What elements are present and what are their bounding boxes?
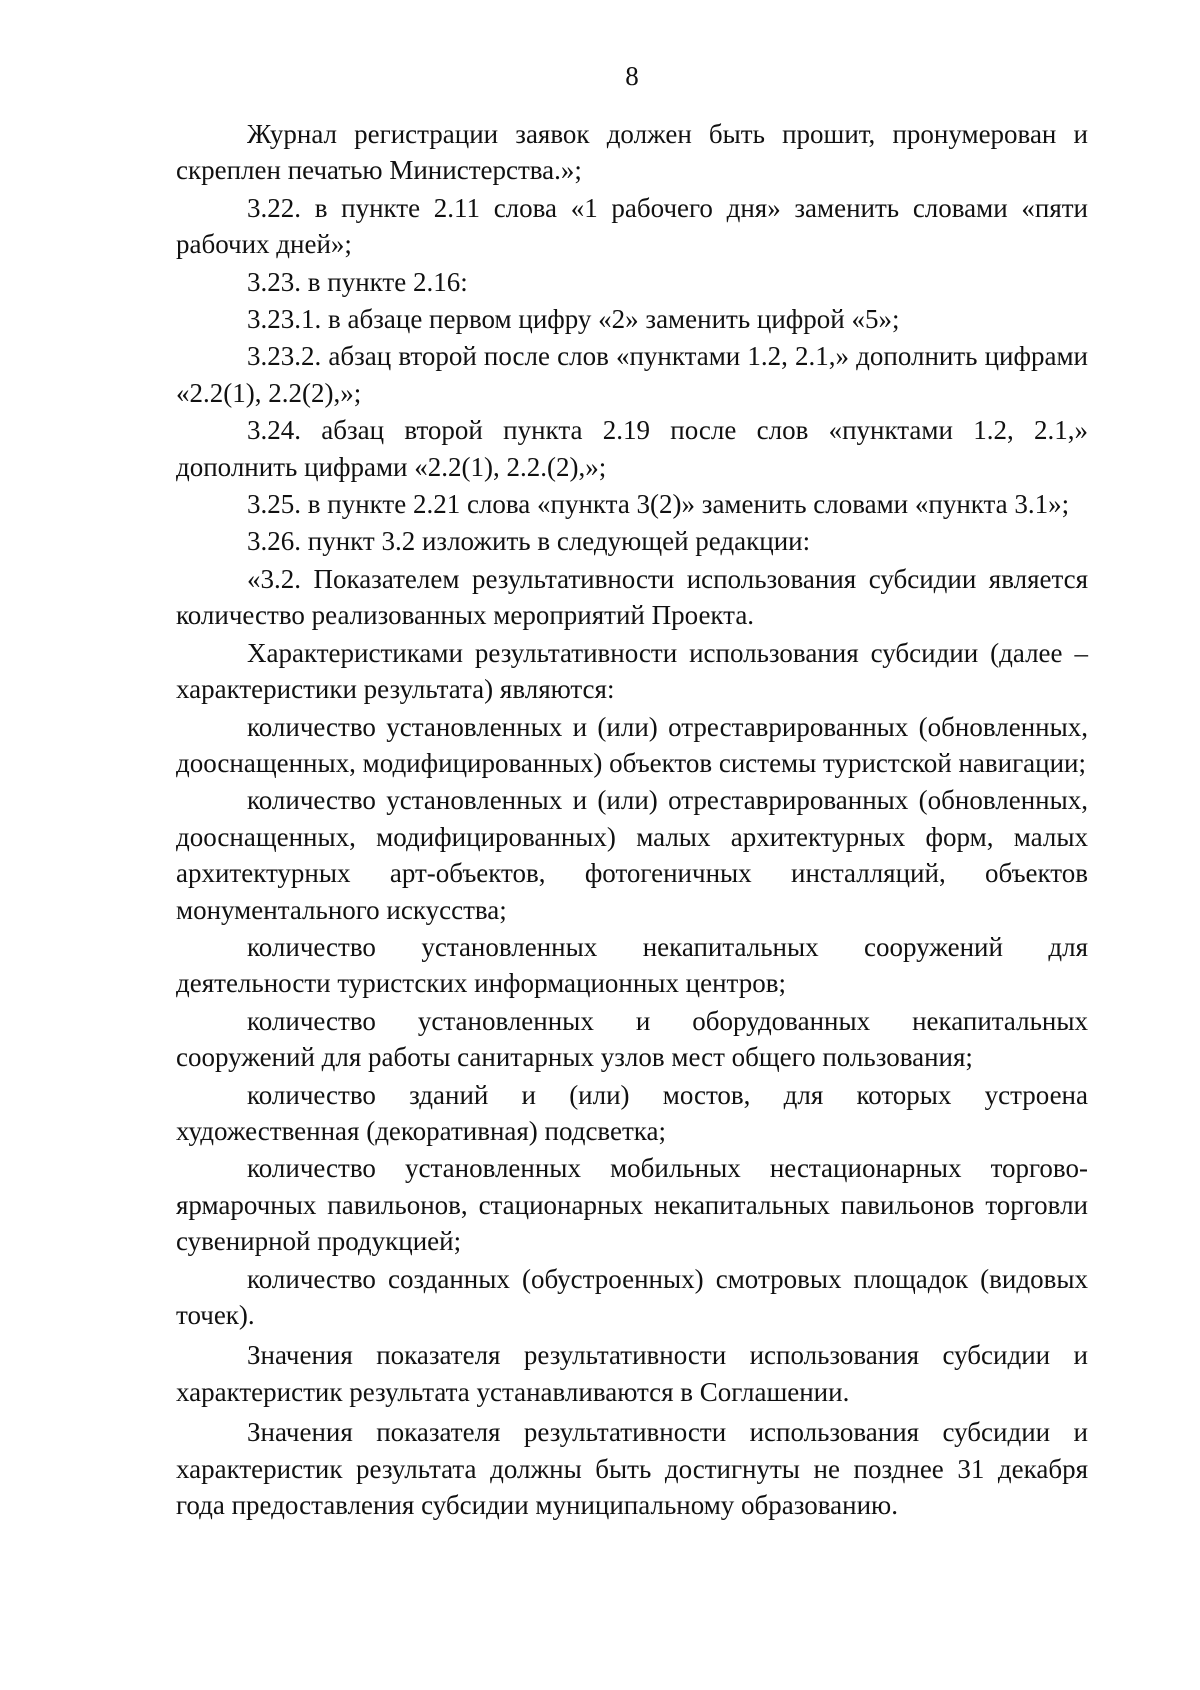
paragraph-3-2-indicator: «3.2. Показателем результативности использования субсидии является количество реализованных мероприятий Проекта.: [176, 563, 1088, 631]
paragraph-values-agreement: Значения показателя результативности использования субсидии и характеристик результата устанавливаются в Соглашении.: [176, 1340, 1088, 1407]
paragraph-3-23-1: 3.23.1. в абзаце первом цифру «2» заменить цифрой «5»;: [247, 304, 900, 335]
document-body: [176, 116, 1088, 1523]
paragraph-info-centers: количество установленных некапитальных сооружений для деятельности туристских информационных центров;: [176, 931, 1088, 999]
paragraph-pavilions: количество установленных мобильных нестационарных торгово-ярмарочных павильонов, стационарных некапитальных павильонов торговли сувенирной продукцией;: [176, 1153, 1088, 1257]
paragraph-navigation-objects: количество установленных и (или) отреставрированных (обновленных, дооснащенных, модифицированных) объектов системы туристской навигации;: [176, 711, 1088, 778]
paragraph-3-23-2: 3.23.2. абзац второй после слов «пунктами 1.2, 2.1,» дополнить цифрами «2.2(1), 2.2(2),»;: [176, 341, 1088, 408]
page-number: 8: [625, 61, 639, 91]
paragraph-3-26: 3.26. пункт 3.2 изложить в следующей редакции:: [247, 526, 811, 557]
paragraph-values-deadline: Значения показателя результативности использования субсидии и характеристик результата должны быть достигнуты не позднее 31 декабря года предоставления субсидии муниципальному образованию.: [176, 1417, 1088, 1521]
paragraph-lighting: количество зданий и (или) мостов, для которых устроена художественная (декоративная) подсветка;: [176, 1079, 1088, 1146]
paragraph-viewing-platforms: количество созданных (обустроенных) смотровых площадок (видовых точек).: [176, 1263, 1088, 1330]
paragraph-3-25: 3.25. в пункте 2.21 слова «пункта 3(2)» заменить словами «пункта 3.1»;: [247, 489, 1070, 520]
paragraph-architectural-forms: количество установленных и (или) отреставрированных (обновленных, дооснащенных, модифицированных) малых архитектурных форм, малых архитектурных арт-объектов, фотогеничных инсталляций, объектов монументального искусства;: [176, 785, 1088, 925]
paragraph-3-23: 3.23. в пункте 2.16:: [247, 266, 468, 297]
paragraph-3-24: 3.24. абзац второй пункта 2.19 после слов «пунктами 1.2, 2.1,» дополнить цифрами «2.2(1), 2.2.(2),»;: [176, 415, 1088, 482]
paragraph-3-22: 3.22. в пункте 2.11 слова «1 рабочего дня» заменить словами «пяти рабочих дней»;: [176, 192, 1088, 260]
paragraph-characteristics-intro: Характеристиками результативности использования субсидии (далее – характеристики результата) являются:: [176, 637, 1088, 705]
paragraph-sanitary-units: количество установленных и оборудованных некапитальных сооружений для работы санитарных узлов мест общего пользования;: [176, 1005, 1088, 1073]
paragraph-journal: Журнал регистрации заявок должен быть прошит, пронумерован и скреплен печатью Министерства.»;: [176, 119, 1088, 186]
